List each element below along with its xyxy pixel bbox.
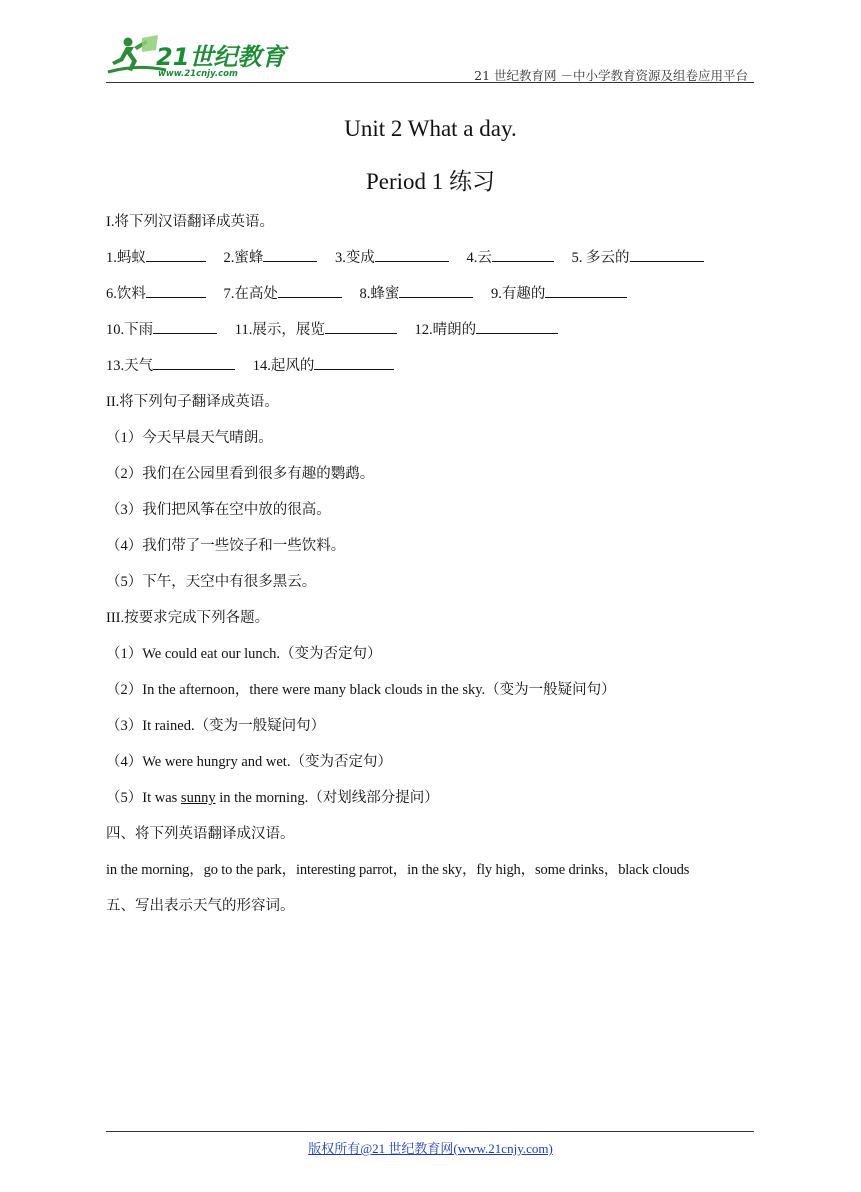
answer-blank <box>476 319 558 334</box>
site-tagline: 21 世纪教育网 －中小学教育资源及组卷应用平台 <box>474 68 748 83</box>
vocab-item: 2.蜜蜂 <box>223 250 264 266</box>
question-text: （5）It was <box>106 790 181 806</box>
question-item: （4）我们带了一些饺子和一些饮料。 <box>106 538 346 554</box>
answer-blank <box>492 247 554 262</box>
vocab-item: 13.天气 <box>106 358 154 374</box>
vocab-item: 4.云 <box>466 250 492 266</box>
question-text: in the morning.（对划线部分提问） <box>215 790 439 806</box>
vocab-item: 12.晴朗的 <box>414 322 477 338</box>
page-subtitle: Period 1 练习 <box>365 169 496 194</box>
header-divider <box>106 82 754 83</box>
question-item: （2）In the afternoon，there were many black clouds in the sky.（变为一般疑问句） <box>106 682 616 698</box>
footer-divider <box>106 1131 754 1132</box>
vocab-row-4 <box>106 354 394 375</box>
footer-copyright-link[interactable]: 版权所有@21 世纪教育网(www.21cnjy.com) <box>308 1141 553 1156</box>
page-header <box>106 30 754 84</box>
vocab-item: 10.下雨 <box>106 322 154 338</box>
question-item: （2）我们在公园里看到很多有趣的鹦鹉。 <box>106 466 375 482</box>
answer-blank <box>325 319 397 334</box>
vocab-row-2 <box>106 282 627 303</box>
section-2-heading: II.将下列句子翻译成英语。 <box>106 394 279 410</box>
answer-blank <box>146 247 206 262</box>
question-item: （1）今天早晨天气晴朗。 <box>106 430 273 446</box>
section-5-heading: 五、写出表示天气的形容词。 <box>106 898 295 914</box>
question-item: （3）我们把风筝在空中放的很高。 <box>106 502 331 518</box>
answer-blank <box>153 319 217 334</box>
vocab-item: 3.变成 <box>335 250 375 266</box>
vocab-item: 8.蜂蜜 <box>359 286 400 302</box>
underlined-word: sunny <box>180 790 216 806</box>
question-item <box>106 786 439 807</box>
vocab-item: 9.有趣的 <box>491 286 546 302</box>
answer-blank <box>314 355 394 370</box>
logo-text: 21世纪教育 <box>156 43 286 71</box>
vocab-item: 11.展示，展览 <box>234 322 325 338</box>
page-title: Unit 2 What a day. <box>344 116 517 141</box>
vocab-item: 6.饮料 <box>106 286 146 302</box>
site-logo <box>106 34 296 80</box>
answer-blank <box>399 283 473 298</box>
vocab-item: 5. 多云的 <box>571 250 630 266</box>
answer-blank <box>263 247 317 262</box>
question-item: （4）We were hungry and wet.（变为否定句） <box>106 754 392 770</box>
section-4-heading: 四、将下列英语翻译成汉语。 <box>106 826 295 842</box>
answer-blank <box>630 247 704 262</box>
answer-blank <box>278 283 342 298</box>
phrase-list: in the morning，go to the park，interesting parrot，in the sky，fly high，some drinks，black clouds <box>106 862 690 878</box>
vocab-row-1 <box>106 246 704 267</box>
answer-blank <box>375 247 449 262</box>
question-item: （3）It rained.（变为一般疑问句） <box>106 718 326 734</box>
question-item: （1）We could eat our lunch.（变为否定句） <box>106 646 382 662</box>
vocab-item: 7.在高处 <box>223 286 278 302</box>
answer-blank <box>545 283 627 298</box>
section-1-heading: I.将下列汉语翻译成英语。 <box>106 214 274 230</box>
vocab-row-3 <box>106 318 558 339</box>
section-3-heading: III.按要求完成下列各题。 <box>106 610 270 626</box>
logo-url: www.21cnjy.com <box>158 69 238 79</box>
vocab-item: 1.蚂蚁 <box>106 250 146 266</box>
vocab-item: 14.起风的 <box>252 358 315 374</box>
answer-blank <box>153 355 235 370</box>
answer-blank <box>146 283 206 298</box>
question-item: （5）下午，天空中有很多黑云。 <box>106 574 317 590</box>
